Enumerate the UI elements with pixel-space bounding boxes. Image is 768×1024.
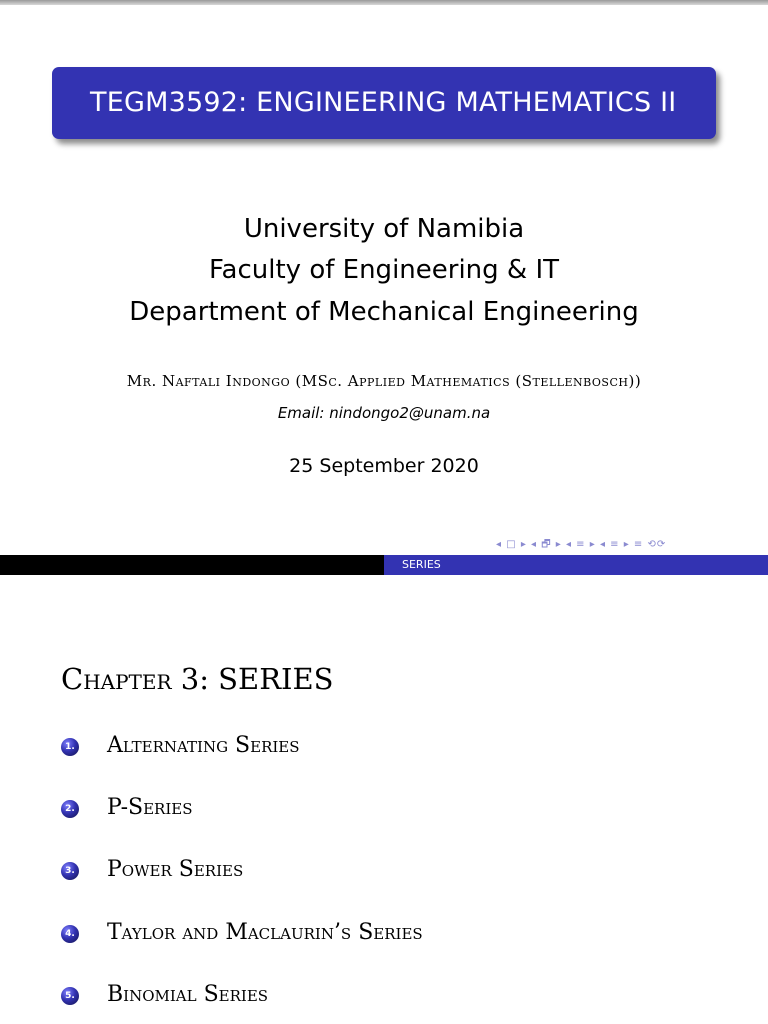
list-item-label: P-Series	[107, 795, 193, 820]
bullet-number-icon: 4.	[61, 925, 79, 943]
chapter-title: Chapter 3: SERIES	[61, 662, 334, 696]
department-name: Department of Mechanical Engineering	[129, 297, 639, 327]
beamer-navigation-icons[interactable]: ◂ □ ▸ ◂ 🗗 ▸ ◂ ≡ ▸ ◂ ≡ ▸ ≡ ⟲⟳	[496, 539, 667, 550]
slide-title: TEGM3592: ENGINEERING MATHEMATICS II	[90, 87, 677, 118]
bullet-number-icon: 3.	[61, 862, 79, 880]
title-block	[52, 67, 716, 139]
footer-left-panel	[0, 555, 384, 575]
list-item-label: Alternating Series	[107, 733, 300, 758]
footer-right-panel	[384, 555, 768, 575]
list-item-label: Binomial Series	[107, 982, 269, 1007]
bullet-number-icon: 5.	[61, 987, 79, 1005]
faculty-name: Faculty of Engineering & IT	[208, 255, 560, 285]
presentation-date: 25 September 2020	[289, 455, 479, 477]
list-item-label: Power Series	[107, 857, 244, 882]
slide-top-edge	[0, 0, 768, 5]
list-item-label: Taylor and Maclaurin’s Series	[107, 920, 423, 945]
email-line: Email: nindongo2@unam.na	[277, 404, 491, 422]
university-name: University of Namibia	[243, 214, 525, 244]
author-line: Mr. Naftali Indongo (MSc. Applied Mathematics (Stellenbosch))	[126, 372, 642, 390]
bullet-number-icon: 2.	[61, 800, 79, 818]
footer-section-label: SERIES	[402, 558, 441, 571]
bullet-number-icon: 1.	[61, 738, 79, 756]
footer-bar	[0, 555, 768, 575]
